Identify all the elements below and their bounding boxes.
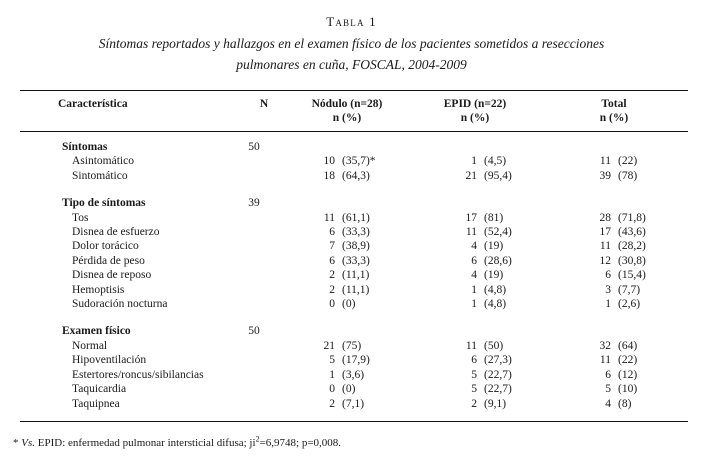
table-row <box>20 297 688 311</box>
row-label: Pérdida de peso <box>72 254 145 267</box>
nodulo-pct: (0) <box>342 298 356 311</box>
table-row <box>20 239 688 253</box>
footnote-marker: * <box>13 437 22 449</box>
table-body <box>20 132 688 421</box>
row-label: Estertores/roncus/sibilancias <box>72 368 204 381</box>
nodulo-pct: (0) <box>342 383 356 396</box>
table-row <box>20 225 688 239</box>
section-n-value: 39 <box>248 197 260 210</box>
epid-pct: (27,3) <box>484 354 512 367</box>
section-row <box>20 324 688 338</box>
total-count: 32 <box>599 339 611 352</box>
epid-count: 2 <box>471 397 477 410</box>
row-label: Sudoración nocturna <box>72 298 168 311</box>
total-count: 4 <box>605 397 611 410</box>
nodulo-pct: (11,1) <box>342 269 370 282</box>
total-pct: (30,8) <box>618 254 646 267</box>
total-count: 5 <box>605 383 611 396</box>
epid-count: 1 <box>471 155 477 168</box>
header-total-line1: Total <box>601 98 627 110</box>
nodulo-pct: (11,1) <box>342 283 370 296</box>
nodulo-count: 2 <box>329 283 335 296</box>
nodulo-count: 2 <box>329 269 335 282</box>
total-count: 11 <box>599 240 611 253</box>
epid-count: 11 <box>465 226 477 239</box>
nodulo-pct: (3,6) <box>342 368 365 381</box>
total-pct: (78) <box>618 169 638 182</box>
section-row <box>20 140 688 154</box>
total-count: 6 <box>605 269 611 282</box>
epid-pct: (22,7) <box>484 368 512 381</box>
total-pct: (22) <box>618 155 638 168</box>
nodulo-pct: (35,7)* <box>342 155 376 168</box>
total-pct: (12) <box>618 368 638 381</box>
total-pct: (7,7) <box>618 283 641 296</box>
total-count: 1 <box>605 298 611 311</box>
row-label: Tos <box>72 211 89 224</box>
epid-count: 1 <box>471 283 477 296</box>
total-pct: (8) <box>618 397 632 410</box>
total-pct: (64) <box>618 339 638 352</box>
total-pct: (10) <box>618 383 638 396</box>
nodulo-pct: (7,1) <box>342 397 365 410</box>
footnote-vs: Vs. <box>21 437 35 449</box>
table-row <box>20 353 688 367</box>
row-label: Sintomático <box>72 169 128 182</box>
table-row <box>20 368 688 382</box>
table-row <box>20 268 688 282</box>
epid-count: 6 <box>471 354 477 367</box>
total-count: 11 <box>599 155 611 168</box>
nodulo-pct: (33,3) <box>342 254 370 267</box>
nodulo-count: 0 <box>329 298 335 311</box>
header-n: N <box>259 98 269 110</box>
row-label: Disnea de esfuerzo <box>72 226 160 239</box>
table-row <box>20 382 688 396</box>
subtitle-line-1: Síntomas reportados y hallazgos en el examen físico de los pacientes sometidos a resecciones <box>98 36 605 51</box>
header-total <box>534 98 694 125</box>
row-label: Normal <box>72 339 108 352</box>
total-pct: (71,8) <box>618 211 646 224</box>
table-header-row <box>20 91 688 132</box>
header-nodulo-line1: Nódulo (n=28) <box>311 98 383 110</box>
row-label: Taquicardia <box>72 383 127 396</box>
epid-pct: (9,1) <box>484 397 507 410</box>
nodulo-count: 7 <box>329 240 335 253</box>
total-count: 12 <box>599 254 611 267</box>
epid-count: 21 <box>465 169 477 182</box>
nodulo-count: 11 <box>323 211 335 224</box>
nodulo-count: 6 <box>329 254 335 267</box>
total-pct: (28,2) <box>618 240 646 253</box>
footnote-superscript: 2 <box>255 434 260 444</box>
epid-pct: (4,8) <box>484 298 507 311</box>
epid-count: 5 <box>471 368 477 381</box>
section-label: Síntomas <box>62 141 108 153</box>
epid-count: 5 <box>471 383 477 396</box>
total-pct: (43,6) <box>618 226 646 239</box>
nodulo-pct: (64,3) <box>342 169 370 182</box>
total-count: 3 <box>605 283 611 296</box>
footnote-text: EPID: enfermedad pulmonar intersticial difusa; ji <box>35 437 256 449</box>
total-count: 39 <box>599 169 611 182</box>
section-label: Tipo de síntomas <box>62 197 146 210</box>
epid-pct: (28,6) <box>484 254 512 267</box>
subtitle-line-2: pulmonares en cuña, FOSCAL, 2004-2009 <box>236 56 467 72</box>
header-epid <box>395 98 555 125</box>
epid-count: 11 <box>465 339 477 352</box>
footnote-text-tail: =6,9748; p=0,008. <box>259 437 342 449</box>
table-row <box>20 339 688 353</box>
row-label: Asintomático <box>72 155 134 168</box>
epid-pct: (19) <box>484 269 504 282</box>
epid-count: 17 <box>465 211 477 224</box>
nodulo-count: 6 <box>329 226 335 239</box>
nodulo-count: 1 <box>329 368 335 381</box>
row-label: Taquipnea <box>72 397 120 410</box>
header-epid-line1: EPID (n=22) <box>443 98 507 110</box>
nodulo-count: 21 <box>323 339 335 352</box>
total-count: 11 <box>599 354 611 367</box>
epid-pct: (81) <box>484 211 504 224</box>
data-table <box>20 90 688 422</box>
section-n-value: 50 <box>248 325 260 338</box>
nodulo-pct: (17,9) <box>342 354 370 367</box>
header-epid-line2: n (%) <box>460 111 490 124</box>
nodulo-count: 0 <box>329 383 335 396</box>
table-title: Tabla 1 <box>326 14 377 29</box>
nodulo-pct: (33,3) <box>342 226 370 239</box>
epid-pct: (50) <box>484 339 504 352</box>
epid-count: 6 <box>471 254 477 267</box>
epid-count: 1 <box>471 298 477 311</box>
nodulo-count: 2 <box>329 397 335 410</box>
table-row <box>20 211 688 225</box>
table-row <box>20 154 688 168</box>
epid-pct: (52,4) <box>484 226 512 239</box>
total-pct: (15,4) <box>618 269 646 282</box>
row-label: Hemoptisis <box>72 283 125 296</box>
epid-pct: (22,7) <box>484 383 512 396</box>
row-label: Disnea de reposo <box>72 269 152 282</box>
epid-count: 4 <box>471 240 477 253</box>
table-row <box>20 397 688 411</box>
section-row <box>20 196 688 210</box>
nodulo-count: 18 <box>323 169 335 182</box>
section-examen-fisico <box>20 324 688 410</box>
table-footnote <box>13 434 342 449</box>
header-nodulo-line2: n (%) <box>332 111 362 124</box>
table-row <box>20 169 688 183</box>
section-label: Examen físico <box>62 325 131 338</box>
nodulo-pct: (61,1) <box>342 211 370 224</box>
table-row <box>20 254 688 268</box>
table-row <box>20 283 688 297</box>
epid-count: 4 <box>471 269 477 282</box>
total-pct: (2,6) <box>618 298 641 311</box>
row-label: Dolor torácico <box>72 240 139 253</box>
header-total-line2: n (%) <box>599 111 629 124</box>
total-pct: (22) <box>618 354 638 367</box>
section-sintomas <box>20 140 688 183</box>
epid-pct: (4,5) <box>484 155 507 168</box>
epid-pct: (95,4) <box>484 169 512 182</box>
row-label: Hipoventilación <box>72 354 147 367</box>
epid-pct: (19) <box>484 240 504 253</box>
total-count: 6 <box>605 368 611 381</box>
table-subtitle <box>0 34 703 75</box>
section-tipo-de-sintomas <box>20 196 688 311</box>
header-caracteristica: Característica <box>58 98 128 110</box>
total-count: 28 <box>599 211 611 224</box>
nodulo-pct: (38,9) <box>342 240 370 253</box>
epid-pct: (4,8) <box>484 283 507 296</box>
nodulo-count: 5 <box>329 354 335 367</box>
section-n-value: 50 <box>248 141 260 153</box>
nodulo-count: 10 <box>323 155 335 168</box>
total-count: 17 <box>599 226 611 239</box>
nodulo-pct: (75) <box>342 339 362 352</box>
